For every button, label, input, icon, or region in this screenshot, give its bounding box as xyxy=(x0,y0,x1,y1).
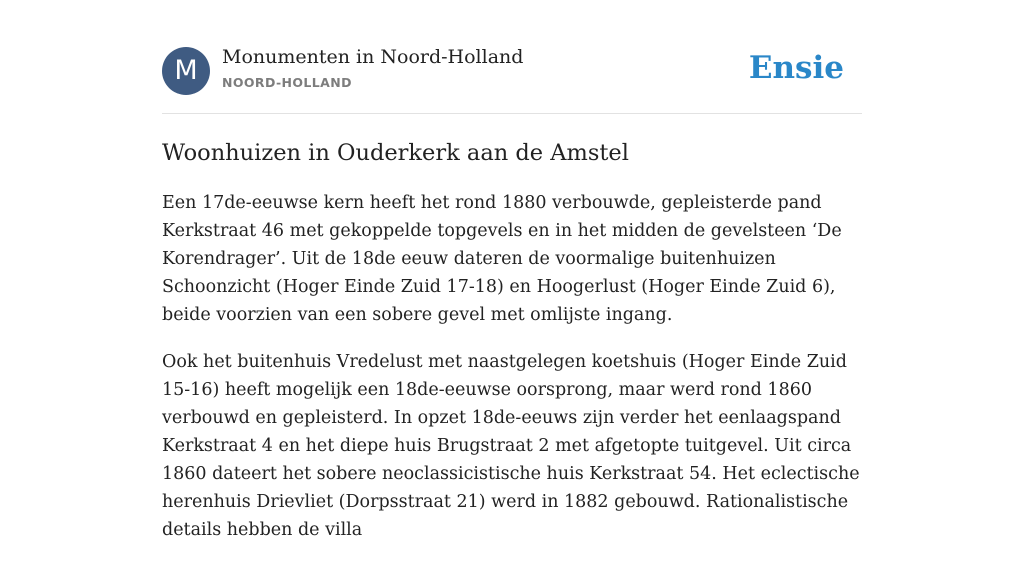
paragraph: Ook het buitenhuis Vredelust met naastgelegen koetshuis (Hoger Einde Zuid 15-16) heeft mogelijk een 18de-eeuwse oorsprong, maar werd rond 1860 verbouwd en gepleisterd. In opzet 18de-eeuws zijn verder het eenlaagspand Kerkstraat 4 en het diepe huis Brugstraat 2 met afgetopte tuitgevel. Uit circa 1860 dateert het sobere neoclassicistische huis Kerkstraat 54. Het eclectische herenhuis Drievliet (Dorpsstraat 21) werd in 1882 gebouwd. Rationalistische details hebben de villa xyxy=(162,352,860,540)
source-subtitle[interactable]: NOORD-HOLLAND xyxy=(222,75,352,90)
header-divider xyxy=(162,113,862,114)
source-title[interactable]: Monumenten in Noord-Holland xyxy=(222,46,524,68)
article-header xyxy=(162,46,862,96)
brand-logo[interactable]: Ensie xyxy=(748,50,844,86)
paragraph: Een 17de-eeuwse kern heeft het rond 1880 verbouwde, gepleisterde pand Kerkstraat 46 met gekoppelde topgevels en in het midden de gevelsteen ‘De Korendrager’. Uit de 18de eeuw dateren de voormalige buitenhuizen Schoonzicht (Hoger Einde Zuid 17-18) en Hoogerlust (Hoger Einde Zuid 6), beide voorzien van een sobere gevel met omlijste ingang. xyxy=(162,193,842,325)
avatar[interactable]: M xyxy=(162,47,210,95)
article-body xyxy=(162,189,862,563)
article-title: Woonhuizen in Ouderkerk aan de Amstel xyxy=(162,140,629,166)
